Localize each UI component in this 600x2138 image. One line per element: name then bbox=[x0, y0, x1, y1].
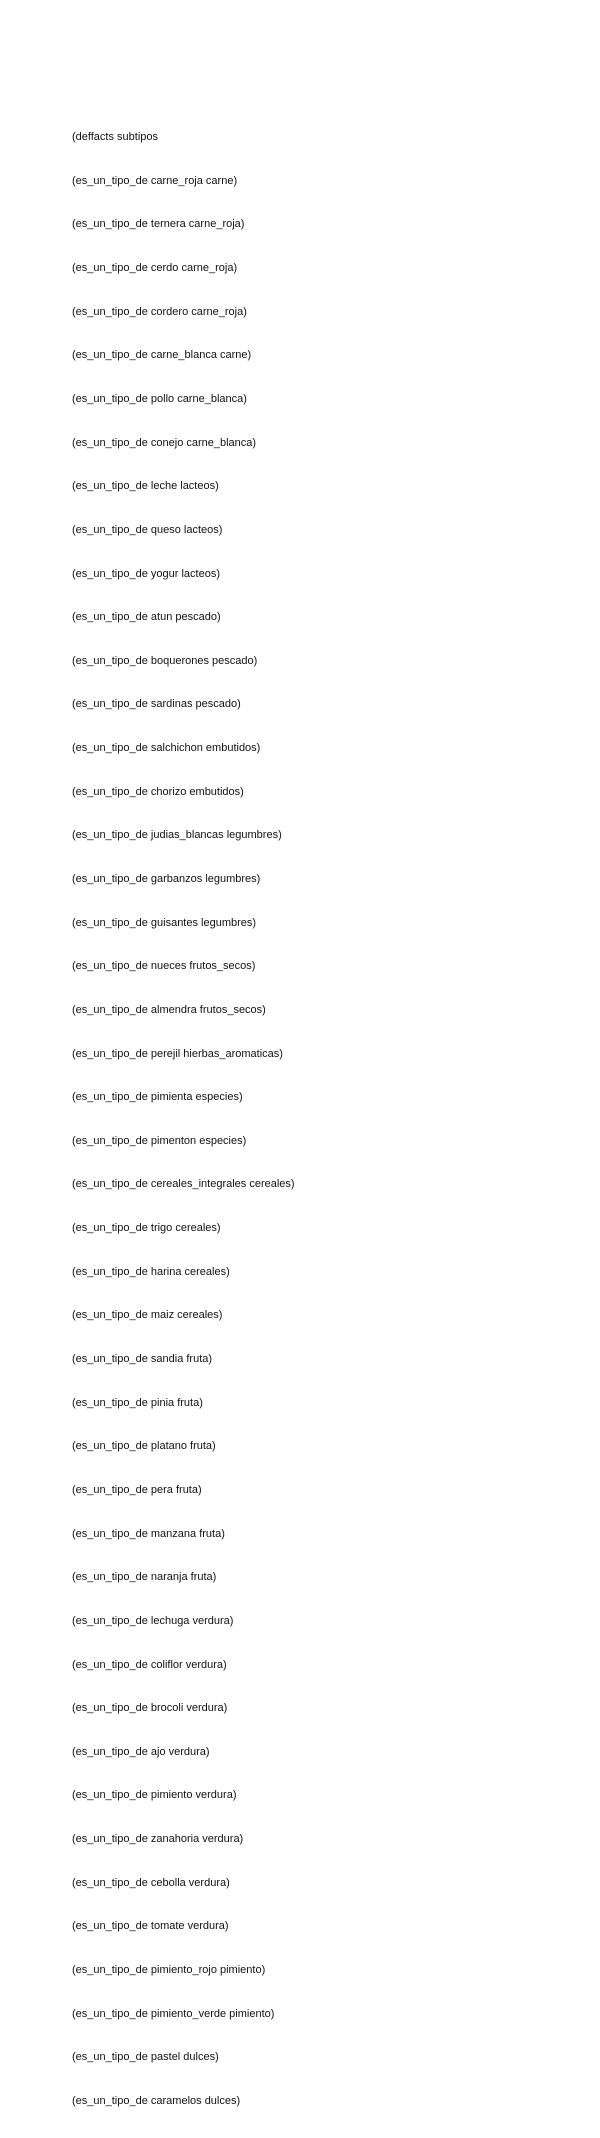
code-line: (es_un_tipo_de maiz cereales) bbox=[72, 1309, 223, 1322]
code-line: (es_un_tipo_de pimenton especies) bbox=[72, 1134, 247, 1147]
code-line: (es_un_tipo_de sandia fruta) bbox=[72, 1353, 213, 1366]
code-line: (es_un_tipo_de pastel dulces) bbox=[72, 2051, 219, 2064]
code-line: (es_un_tipo_de cerdo carne_roja) bbox=[72, 262, 238, 275]
code-line: (es_un_tipo_de ajo verdura) bbox=[72, 1745, 210, 1758]
code-line: (es_un_tipo_de pimiento verdura) bbox=[72, 1789, 237, 1802]
code-line: (es_un_tipo_de leche lacteos) bbox=[72, 480, 219, 493]
code-line: (es_un_tipo_de lechuga verdura) bbox=[72, 1614, 234, 1627]
code-line: (es_un_tipo_de ternera carne_roja) bbox=[72, 218, 245, 231]
code-line: (es_un_tipo_de zanahoria verdura) bbox=[72, 1833, 244, 1846]
code-line: (es_un_tipo_de conejo carne_blanca) bbox=[72, 436, 257, 449]
code-line: (es_un_tipo_de queso lacteos) bbox=[72, 523, 223, 536]
code-line: (es_un_tipo_de harina cereales) bbox=[72, 1265, 230, 1278]
code-line: (es_un_tipo_de cordero carne_roja) bbox=[72, 305, 247, 318]
code-line: (es_un_tipo_de chorizo embutidos) bbox=[72, 785, 244, 798]
code-line: (es_un_tipo_de judias_blancas legumbres) bbox=[72, 829, 282, 842]
code-line: (es_un_tipo_de yogur lacteos) bbox=[72, 567, 220, 580]
code-line: (es_un_tipo_de nueces frutos_secos) bbox=[72, 960, 256, 973]
code-line: (es_un_tipo_de sardinas pescado) bbox=[72, 698, 241, 711]
deffacts-block bbox=[72, 101, 295, 2138]
code-line: (es_un_tipo_de platano fruta) bbox=[72, 1440, 216, 1453]
code-line: (es_un_tipo_de carne_roja carne) bbox=[72, 174, 238, 187]
code-line: (es_un_tipo_de manzana fruta) bbox=[72, 1527, 225, 1540]
code-line: (es_un_tipo_de caramelos dulces) bbox=[72, 2094, 241, 2107]
code-line: (es_un_tipo_de guisantes legumbres) bbox=[72, 916, 257, 929]
code-line: (es_un_tipo_de coliflor verdura) bbox=[72, 1658, 227, 1671]
code-line: (es_un_tipo_de tomate verdura) bbox=[72, 1920, 229, 1933]
code-line: (es_un_tipo_de cebolla verdura) bbox=[72, 1876, 230, 1889]
code-line: (es_un_tipo_de pera fruta) bbox=[72, 1483, 202, 1496]
code-line: (es_un_tipo_de pimiento_verde pimiento) bbox=[72, 2007, 275, 2020]
code-line: (es_un_tipo_de naranja fruta) bbox=[72, 1571, 217, 1584]
code-line: (es_un_tipo_de carne_blanca carne) bbox=[72, 349, 252, 362]
code-line: (es_un_tipo_de pimienta especies) bbox=[72, 1091, 243, 1104]
code-line: (es_un_tipo_de atun pescado) bbox=[72, 611, 221, 624]
code-line: (es_un_tipo_de perejil hierbas_aromaticas) bbox=[72, 1047, 283, 1060]
code-line: (es_un_tipo_de pinia fruta) bbox=[72, 1396, 203, 1409]
code-line: (es_un_tipo_de cereales_integrales cereales) bbox=[72, 1178, 295, 1191]
code-line: (es_un_tipo_de trigo cereales) bbox=[72, 1222, 221, 1235]
code-line: (es_un_tipo_de salchichon embutidos) bbox=[72, 742, 261, 755]
code-line: (es_un_tipo_de pimiento_rojo pimiento) bbox=[72, 1964, 266, 1976]
code-line: (es_un_tipo_de garbanzos legumbres) bbox=[72, 872, 261, 885]
code-line: (es_un_tipo_de pollo carne_blanca) bbox=[72, 392, 247, 405]
code-line: (es_un_tipo_de almendra frutos_secos) bbox=[72, 1003, 266, 1016]
code-line: (es_un_tipo_de brocoli verdura) bbox=[72, 1702, 228, 1715]
code-line: (deffacts subtipos bbox=[72, 131, 159, 144]
code-line: (es_un_tipo_de boquerones pescado) bbox=[72, 654, 258, 667]
